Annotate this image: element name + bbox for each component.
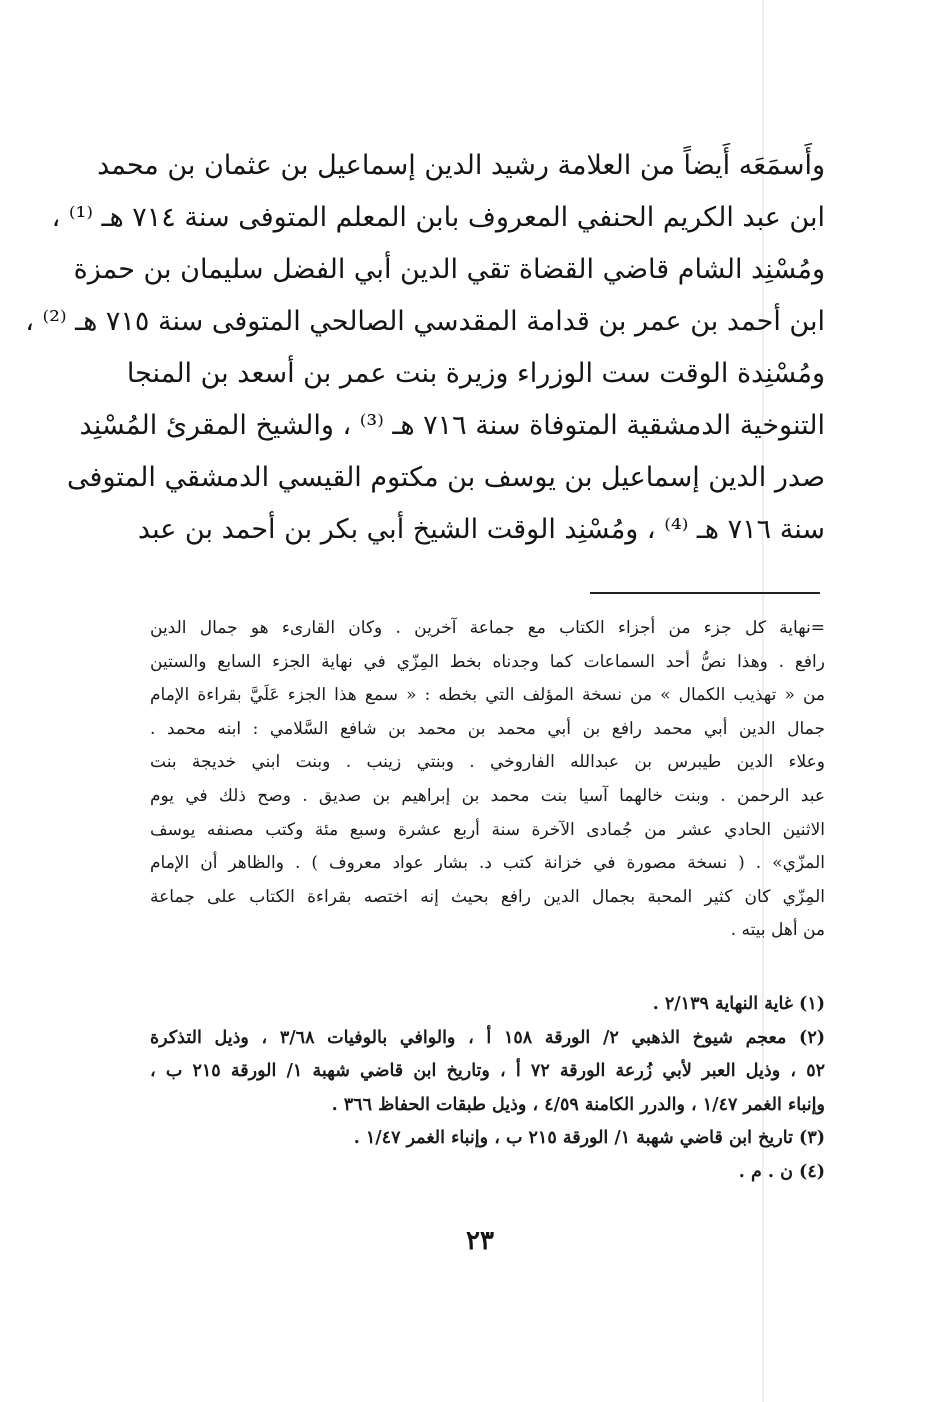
note-line: رافع . وهذا نصُّ أحد السماعات كما وجدناه بخط المِزّي في نهاية الجزء السابع والستين (150, 651, 825, 672)
note-line: =نهاية كل جزء من أجزاء الكتاب مع جماعة آخرين . وكان القارىء هو جمال الدين (150, 618, 825, 638)
footnote-4: (٤) ن . م . (738, 1161, 825, 1182)
note-line: من « تهذيب الكمال » من نسخة المؤلف التي بخطه : « سمع هذا الجزء عَلَيَّ بقراءة الإمام (150, 685, 825, 706)
body-line: ابن أحمد بن عمر بن قدامة المقدسي الصالحي المتوفى سنة ٧١٥ هـ ⁽²⁾ ، (25, 306, 825, 337)
note-line: المزّي» . ( نسخة مصورة في خزانة كتب د. بشار عواد معروف ) . والظاهر أن الإمام (150, 853, 825, 874)
body-line: ومُسْنِد الشام قاضي القضاة تقي الدين أبي الفضل سليمان بن حمزة (73, 254, 825, 285)
note-line: جمال الدين أبي محمد رافع بن أبي محمد بن محمد بن شافع السَّلامي : ابنه محمد . (150, 718, 825, 739)
footnotes-list (150, 988, 825, 1189)
continued-footnote (150, 612, 825, 948)
note-line: الاثنين الحادي عشر من جُمادى الآخرة سنة أربع عشرة وسبع مئة وكتب مصنفه يوسف (150, 819, 825, 840)
note-line: المِزّي كان كثير المحبة بجمال الدين رافع بحيث إنه اختصه بقراءة الكتاب على جماعة (150, 886, 825, 907)
body-line: التنوخية الدمشقية المتوفاة سنة ٧١٦ هـ ⁽³⁾ ، والشيخ المقرئ المُسْنِد (79, 410, 825, 441)
body-line: ابن عبد الكريم الحنفي المعروف بابن المعلم المتوفى سنة ٧١٤ هـ ⁽¹⁾ ، (51, 202, 825, 233)
note-line: عبد الرحمن . وبنت خالهما آسيا بنت محمد بن إبراهيم بن صديق . وصح ذلك في يوم (150, 785, 825, 806)
footnote-2-cont: وإنباء الغمر ١/٤٧ ، والدرر الكامنة ٤/٥٩ ، وذيل طبقات الحفاظ ٣٦٦ . (331, 1094, 825, 1115)
note-line: من أهل بيته . (730, 920, 825, 941)
main-body-text (25, 140, 825, 556)
body-line: سنة ٧١٦ هـ ⁽⁴⁾ ، ومُسْنِد الوقت الشيخ أبي بكر بن أحمد بن عبد (137, 514, 825, 545)
page-number: ٢٣ (466, 1226, 494, 1256)
footnote-2: (٢) معجم شيوخ الذهبي ٢/ الورقة ١٥٨ أ ، والوافي بالوفيات ٣/٦٨ ، وذيل التذكرة (150, 1027, 825, 1048)
note-line: وعلاء الدين طيبرس بن عبدالله الفاروخي . وبنتي زينب . وبنت ابني خديجة بنت (150, 752, 825, 773)
footnote-3: (٣) تاريخ ابن قاضي شهبة ١/ الورقة ٢١٥ ب ، وإنباء الغمر ١/٤٧ . (353, 1128, 825, 1148)
footnote-2-cont: ٥٢ ، وذيل العبر لأبي زُرعة الورقة ٧٢ أ ، وتاريخ ابن قاضي شهبة ١/ الورقة ٢١٥ ب ، (150, 1061, 825, 1081)
body-line: ومُسْنِدة الوقت ست الوزراء وزيرة بنت عمر بن أسعد بن المنجا (126, 358, 825, 389)
footnote-1: (١) غاية النهاية ٢/١٣٩ . (652, 994, 825, 1014)
body-line: صدر الدين إسماعيل بن يوسف بن مكتوم القيسي الدمشقي المتوفى (67, 462, 825, 493)
footnote-separator-rule (590, 592, 820, 594)
body-line: وأَسمَعَه أَيضاً من العلامة رشيد الدين إسماعيل بن عثمان بن محمد (97, 150, 825, 181)
